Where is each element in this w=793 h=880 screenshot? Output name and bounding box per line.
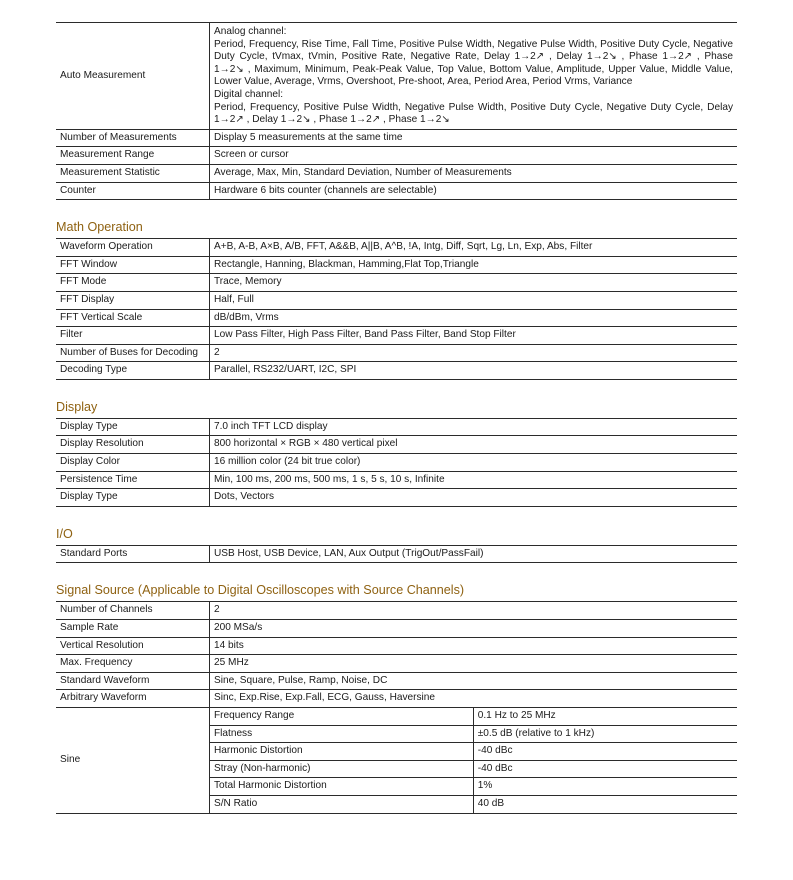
row-label: Auto Measurement — [56, 23, 210, 130]
sub-row-value: 40 dB — [473, 795, 737, 813]
row-value: 14 bits — [210, 637, 738, 655]
table-row — [56, 327, 737, 345]
row-value: 200 MSa/s — [210, 620, 738, 638]
row-label: Sample Rate — [56, 620, 210, 638]
table-row — [56, 655, 737, 673]
table-row — [56, 545, 737, 563]
measurement-table — [56, 22, 737, 200]
sub-row-value: ±0.5 dB (relative to 1 kHz) — [473, 725, 737, 743]
sub-row-value: 1% — [473, 778, 737, 796]
row-value: 2 — [210, 344, 738, 362]
row-label: Display Resolution — [56, 436, 210, 454]
table-row — [56, 239, 737, 257]
row-value: 25 MHz — [210, 655, 738, 673]
table-row — [56, 436, 737, 454]
row-label: Display Type — [56, 418, 210, 436]
row-value: 800 horizontal × RGB × 480 vertical pixel — [210, 436, 738, 454]
table-row — [56, 602, 737, 620]
section-title-io: I/O — [56, 526, 73, 541]
table-row — [56, 489, 737, 507]
table-row — [56, 164, 737, 182]
row-value: Trace, Memory — [210, 274, 738, 292]
table-row — [56, 637, 737, 655]
auto-measurement-list — [210, 23, 738, 130]
row-value: Display 5 measurements at the same time — [210, 129, 738, 147]
sub-row-label: Total Harmonic Distortion — [210, 778, 474, 796]
sub-row-label: S/N Ratio — [210, 795, 474, 813]
table-row — [56, 147, 737, 165]
row-label: Waveform Operation — [56, 239, 210, 257]
row-label: Decoding Type — [56, 362, 210, 380]
signal-source-table — [56, 601, 737, 813]
row-value: Screen or cursor — [210, 147, 738, 165]
sub-row-value: -40 dBc — [473, 760, 737, 778]
row-value: 2 — [210, 602, 738, 620]
io-table — [56, 545, 737, 564]
row-label: FFT Mode — [56, 274, 210, 292]
row-label: Number of Channels — [56, 602, 210, 620]
table-row — [56, 256, 737, 274]
sub-row-value: 0.1 Hz to 25 MHz — [473, 708, 737, 726]
row-label: Number of Measurements — [56, 129, 210, 147]
sine-group-label: Sine — [56, 708, 210, 814]
row-label: Counter — [56, 182, 210, 200]
row-value: Sine, Square, Pulse, Ramp, Noise, DC — [210, 672, 738, 690]
row-value: Rectangle, Hanning, Blackman, Hamming,Flat Top,Triangle — [210, 256, 738, 274]
table-row — [56, 23, 737, 130]
row-value: Half, Full — [210, 291, 738, 309]
table-row — [56, 471, 737, 489]
row-label: Filter — [56, 327, 210, 345]
spec-sheet — [56, 22, 737, 814]
row-label: Arbitrary Waveform — [56, 690, 210, 708]
row-label: Vertical Resolution — [56, 637, 210, 655]
table-row — [56, 454, 737, 472]
row-label: Display Color — [56, 454, 210, 472]
math-table — [56, 238, 737, 380]
table-row — [56, 182, 737, 200]
row-label: FFT Window — [56, 256, 210, 274]
row-label: FFT Vertical Scale — [56, 309, 210, 327]
table-row — [56, 362, 737, 380]
table-row — [56, 708, 737, 726]
table-row — [56, 690, 737, 708]
row-label: Number of Buses for Decoding — [56, 344, 210, 362]
table-row — [56, 418, 737, 436]
section-title-display: Display — [56, 399, 98, 414]
row-value: 7.0 inch TFT LCD display — [210, 418, 738, 436]
sub-row-label: Harmonic Distortion — [210, 743, 474, 761]
analog-heading: Analog channel: — [214, 26, 287, 37]
row-label: Standard Ports — [56, 545, 210, 563]
row-label: FFT Display — [56, 291, 210, 309]
row-value: Hardware 6 bits counter (channels are selectable) — [210, 182, 738, 200]
sub-row-label: Stray (Non-harmonic) — [210, 760, 474, 778]
table-row — [56, 620, 737, 638]
digital-measurements: Period, Frequency, Positive Pulse Width, Negative Pulse Width, Positive Duty Cycle, Negative Duty Cycle, Delay 1→2↗ , Delay 1→2↘ , Phase 1→2↗ , Phase 1→2↘ — [214, 101, 733, 126]
row-label: Measurement Statistic — [56, 164, 210, 182]
row-value: 16 million color (24 bit true color) — [210, 454, 738, 472]
digital-heading: Digital channel: — [214, 88, 284, 100]
row-label: Persistence Time — [56, 471, 210, 489]
table-row — [56, 291, 737, 309]
sub-row-value: -40 dBc — [473, 743, 737, 761]
table-row — [56, 672, 737, 690]
row-label: Display Type — [56, 489, 210, 507]
row-value: Dots, Vectors — [210, 489, 738, 507]
analog-measurements: Period, Frequency, Rise Time, Fall Time, Positive Pulse Width, Negative Pulse Width, Positive Duty Cycle, Negative Duty Cycle, tVmax, tVmin, Positive Rate, Negative Rate, Delay 1→2↗ , Delay 1→2↘ , Phase 1→2↗ , Phase 1→2↘ , Maximum, Minimum, Peak-Peak Value, Top Value, Bottom Value, Amplitude, Upper Value, Middle Value, Lower Value, Average, Vrms, Overshoot, Pre-shoot, Area, Period Area, Period Vrms, Variance — [214, 38, 733, 88]
sub-row-label: Frequency Range — [210, 708, 474, 726]
row-label: Standard Waveform — [56, 672, 210, 690]
row-value: dB/dBm, Vrms — [210, 309, 738, 327]
table-row — [56, 309, 737, 327]
row-value: Min, 100 ms, 200 ms, 500 ms, 1 s, 5 s, 10 s, Infinite — [210, 471, 738, 489]
row-value: Low Pass Filter, High Pass Filter, Band Pass Filter, Band Stop Filter — [210, 327, 738, 345]
row-label: Measurement Range — [56, 147, 210, 165]
section-title-signal-source: Signal Source (Applicable to Digital Oscilloscopes with Source Channels) — [56, 583, 465, 598]
section-title-math: Math Operation — [56, 220, 143, 235]
row-value: USB Host, USB Device, LAN, Aux Output (TrigOut/PassFail) — [210, 545, 738, 563]
table-row — [56, 344, 737, 362]
row-value: Parallel, RS232/UART, I2C, SPI — [210, 362, 738, 380]
row-value: A+B, A-B, A×B, A/B, FFT, A&&B, A||B, A^B, !A, Intg, Diff, Sqrt, Lg, Ln, Exp, Abs, Filter — [210, 239, 738, 257]
row-label: Max. Frequency — [56, 655, 210, 673]
sub-row-label: Flatness — [210, 725, 474, 743]
table-row — [56, 129, 737, 147]
display-table — [56, 418, 737, 507]
row-value: Sinc, Exp.Rise, Exp.Fall, ECG, Gauss, Haversine — [210, 690, 738, 708]
table-row — [56, 274, 737, 292]
row-value: Average, Max, Min, Standard Deviation, Number of Measurements — [210, 164, 738, 182]
